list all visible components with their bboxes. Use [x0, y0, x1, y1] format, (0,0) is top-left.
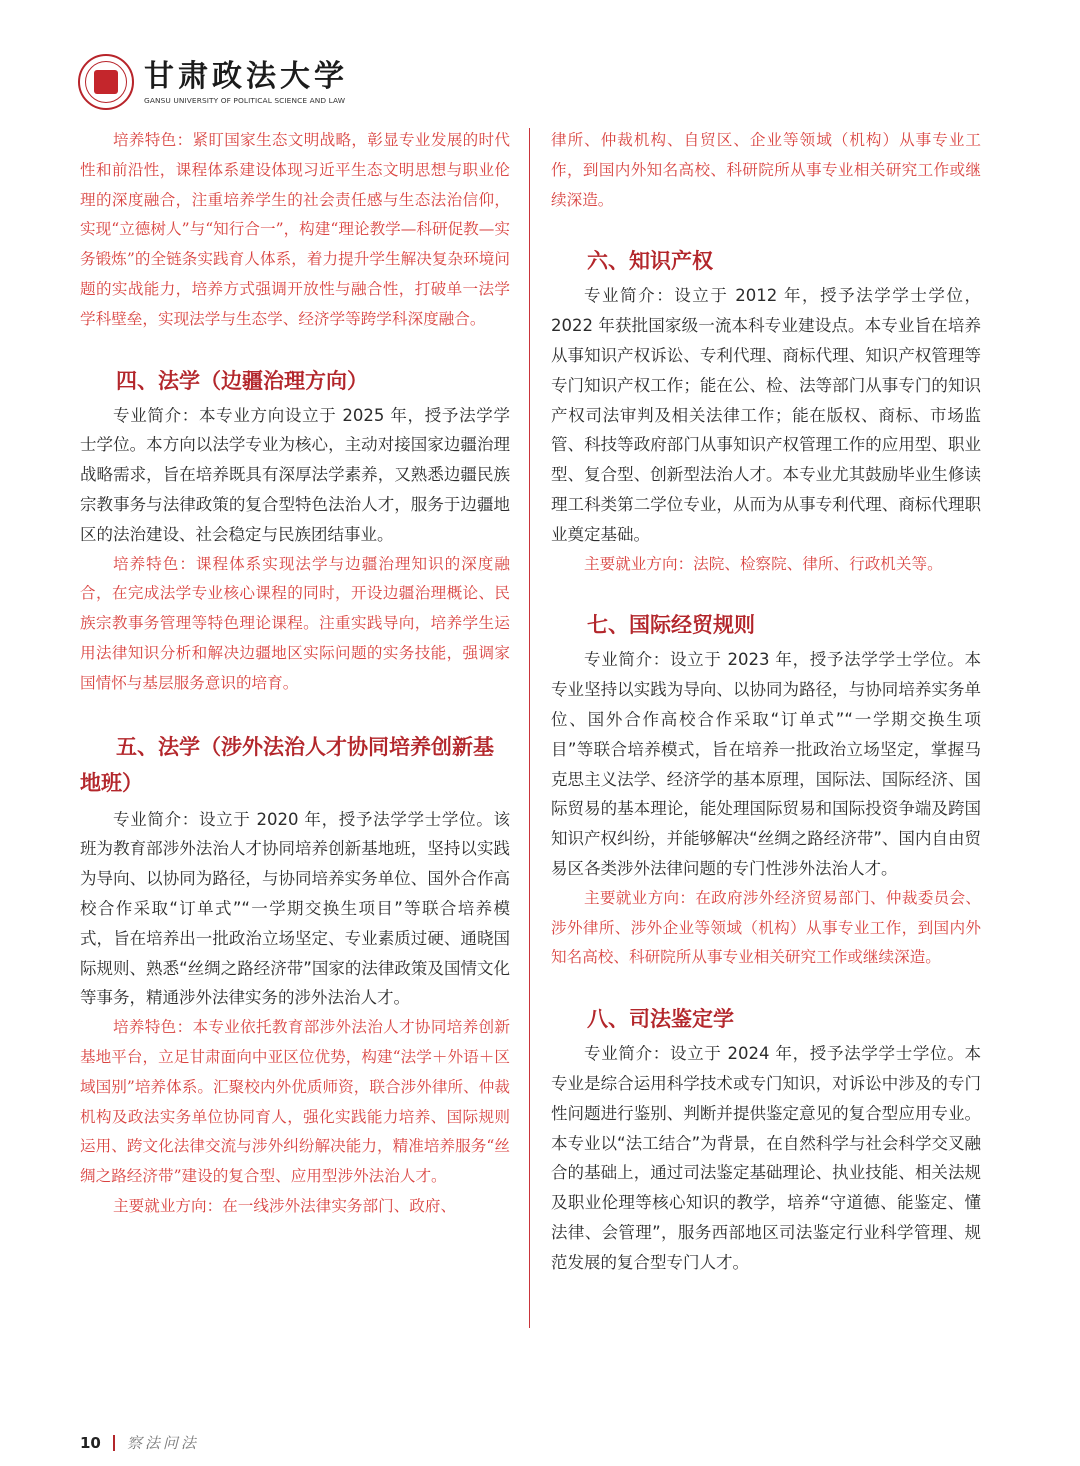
page-footer [80, 1432, 199, 1453]
university-seal-icon [78, 54, 134, 110]
major-intro-paragraph: 专业简介：设立于 2023 年，授予法学学士学位。本专业坚持以实践为导向、以协同为路径，与协同培养实务单位、国外合作高校合作采取“订单式”“一学期交换生项目”等联合培养模式，旨在培养一批政治立场坚定，掌握马克思主义法学、经济学的基本原理，国际法、国际经济、国际贸易的基本理论，能处理国际贸易和国际投资争端及跨国知识产权纠纷，并能够解决“丝绸之路经济带”、国内自由贸易区各类涉外法律问题的专门性涉外法治人才。 [551, 650, 981, 878]
section-heading: 六、知识产权 [587, 249, 713, 274]
training-features-paragraph: 培养特色：本专业依托教育部涉外法治人才协同培养创新基地平台，立足甘肃面向中亚区位优势，构建“法学＋外语＋区域国别”培养体系。汇聚校内外优质师资，联合涉外律所、仲裁机构及政法实务单位协同育人，强化实践能力培养、国际规则运用、跨文化法律交流与涉外纠纷解决能力，精准培养服务“丝绸之路经济带”建设的复合型、应用型涉外法治人才。 [80, 1018, 510, 1186]
employment-paragraph: 主要就业方向：在政府涉外经济贸易部门、仲裁委员会、涉外律所、涉外企业等领域（机构）从事专业工作，到国内外知名高校、科研院所从事专业相关研究工作或继续深造。 [551, 888, 981, 967]
right-column [551, 126, 981, 1278]
section-heading: 八、司法鉴定学 [587, 1007, 734, 1032]
left-column [80, 126, 510, 1222]
training-features-paragraph: 培养特色：紧盯国家生态文明战略，彰显专业发展的时代性和前沿性，课程体系建设体现习近平生态文明思想与职业伦理的深度融合，注重培养学生的社会责任感与生态法治信仰，实现“立德树人”与“知行合一”，构建“理论教学—科研促教—实务锻炼”的全链条实践育人体系，着力提升学生解决复杂环境问题的实战能力，培养方式强调开放性与融合性，打破单一法学学科壁垒，实现法学与生态学、经济学等跨学科深度融合。 [80, 131, 510, 328]
column-divider [529, 128, 530, 1328]
major-intro-paragraph: 专业简介：设立于 2024 年，授予法学学士学位。本专业是综合运用科学技术或专门知识，对诉讼中涉及的专门性问题进行鉴别、判断并提供鉴定意见的复合型应用专业。本专业以“法工结合”为背景，在自然科学与社会科学交叉融合的基础上，通过司法鉴定基础理论、执业技能、相关法规及职业伦理等核心知识的教学，培养“守道德、能鉴定、懂法律、会管理”，服务西部地区司法鉴定行业科学管理、规范发展的复合型专门人才。 [551, 1044, 981, 1272]
training-features-paragraph: 培养特色：课程体系实现法学与边疆治理知识的深度融合，在完成法学专业核心课程的同时，开设边疆治理概论、民族宗教事务管理等特色理论课程。注重实践导向，培养学生运用法律知识分析和解决边疆地区实际问题的实务技能，强调家国情怀与基层服务意识的培育。 [80, 554, 510, 692]
university-name-en: GANSU UNIVERSITY OF POLITICAL SCIENCE AND LAW [144, 95, 346, 105]
employment-paragraph: 律所、仲裁机构、自贸区、企业等领域（机构）从事专业工作，到国内外知名高校、科研院所从事专业相关研究工作或继续深造。 [551, 131, 981, 209]
section-heading: 五、法学（涉外法治人才协同培养创新基地班） [80, 734, 494, 795]
employment-paragraph: 主要就业方向：法院、检察院、律所、行政机关等。 [584, 554, 943, 573]
major-intro-paragraph: 专业简介：设立于 2020 年，授予法学学士学位。该班为教育部涉外法治人才协同培养创新基地班，坚持以实践为导向、以协同为路径，与协同培养实务单位、国外合作高校合作采取“订单式”“一学期交换生项目”等联合培养模式，旨在培养出一批政治立场坚定、专业素质过硬、通晓国际规则、熟悉“丝绸之路经济带”国家的法律政策及国情文化等事务，精通涉外法律实务的涉外法治人才。 [80, 809, 510, 1008]
journal-title: 察法问法 [126, 1434, 199, 1452]
section-heading: 七、国际经贸规则 [587, 613, 755, 638]
major-intro-paragraph: 专业简介：设立于 2012 年，授予法学学士学位，2022 年获批国家级一流本科专业建设点。本专业旨在培养从事知识产权诉讼、专利代理、商标代理、知识产权管理等专门知识产权工作；能在公、检、法等部门从事专门的知识产权司法审判及相关法律工作；能在版权、商标、市场监管、科技等政府部门从事知识产权管理工作的应用型、职业型、复合型、创新型法治人才。本专业尤其鼓励毕业生修读理工科类第二学位专业，从而为从事专利代理、商标代理职业奠定基础。 [551, 286, 981, 544]
university-name-cn: 甘肃政法大学 [144, 58, 348, 94]
major-intro-paragraph: 专业简介：本专业方向设立于 2025 年，授予法学学士学位。本方向以法学专业为核心，主动对接国家边疆治理战略需求，旨在培养既具有深厚法学素养，又熟悉边疆民族宗教事务与法律政策的复合型特色法治人才，服务于边疆地区的法治建设、社会稳定与民族团结事业。 [80, 405, 510, 544]
employment-paragraph: 主要就业方向：在一线涉外法律实务部门、政府、 [113, 1196, 457, 1215]
footer-divider [113, 1435, 115, 1451]
page-header [78, 52, 348, 112]
university-brand [144, 60, 348, 105]
page-number: 10 [80, 1433, 101, 1452]
section-heading: 四、法学（边疆治理方向） [116, 368, 368, 393]
